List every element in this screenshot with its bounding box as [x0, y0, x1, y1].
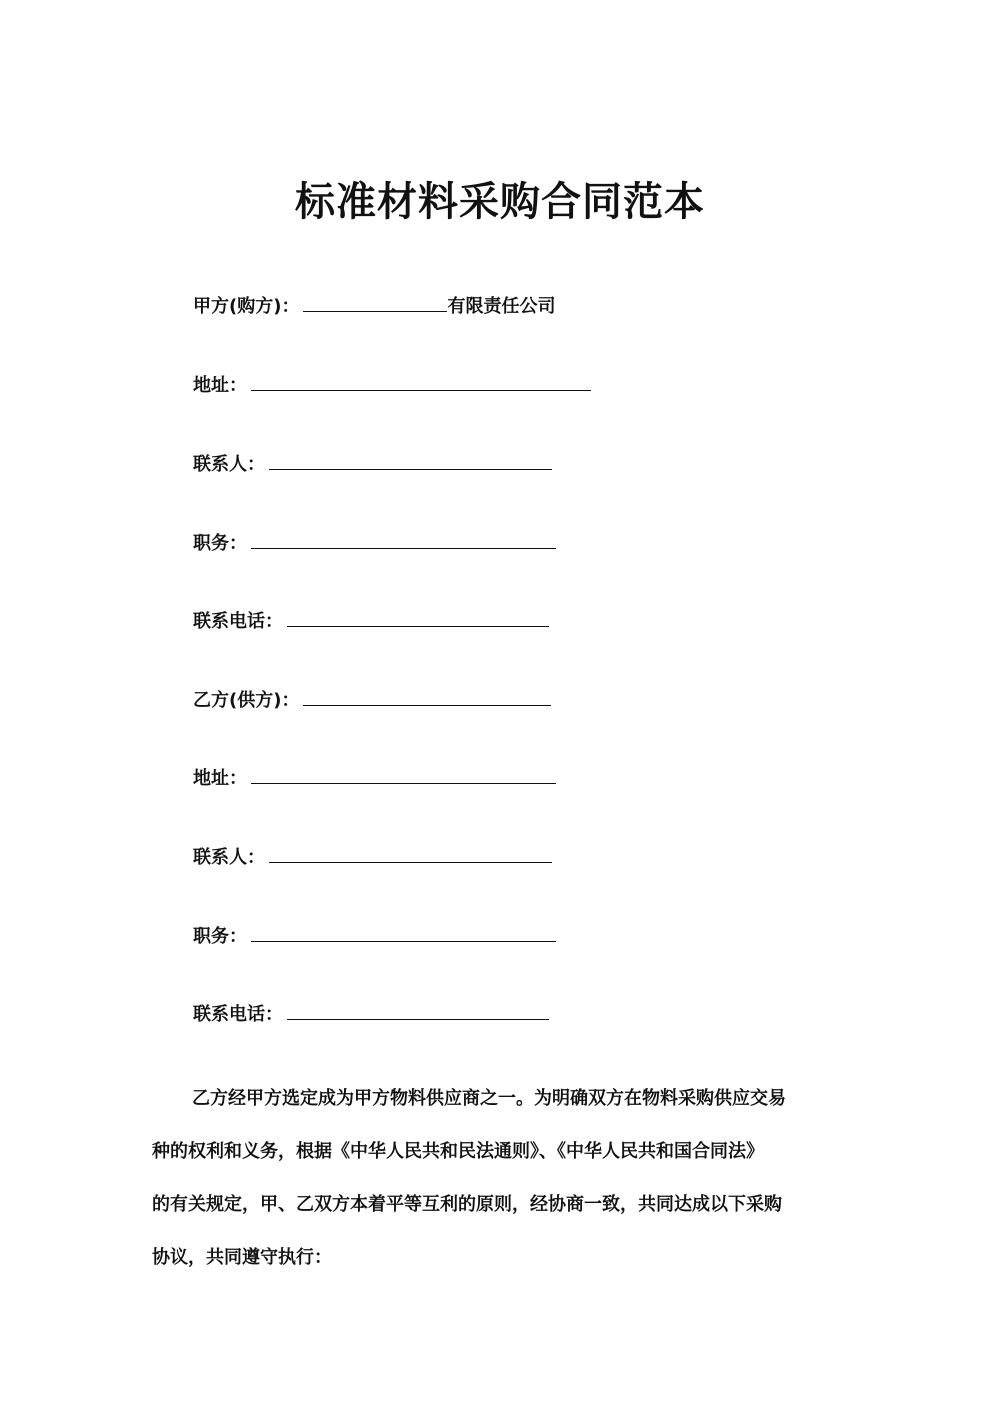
party-b-phone-blank[interactable] — [287, 999, 549, 1020]
party-a-address-field — [193, 370, 591, 400]
party-a-address-blank[interactable] — [251, 370, 591, 391]
party-a-contact-field — [193, 449, 552, 479]
party-b-address-field — [193, 763, 556, 793]
party-b-label: 乙方(供方)： — [193, 690, 300, 711]
party-b-address-label: 地址： — [193, 768, 247, 789]
party-b-field — [193, 685, 551, 715]
preamble-line: 乙方经甲方选定成为甲方物料供应商之一。为明确双方在物料采购供应交易 — [192, 1088, 786, 1109]
party-b-contact-field — [193, 842, 552, 872]
preamble-line: 协议，共同遵守执行： — [152, 1247, 332, 1268]
party-a-phone-field — [193, 606, 549, 636]
party-a-position-field — [193, 528, 556, 558]
party-a-phone-label: 联系电话： — [193, 611, 283, 632]
document-title: 标准材料采购合同范本 — [295, 179, 705, 225]
party-a-phone-blank[interactable] — [287, 606, 549, 627]
party-b-contact-label: 联系人： — [193, 847, 265, 868]
preamble-paragraph — [152, 1072, 852, 1284]
party-a-address-label: 地址： — [193, 375, 247, 396]
party-b-position-blank[interactable] — [251, 921, 556, 942]
party-a-label: 甲方(购方)： — [193, 296, 300, 317]
party-b-name-blank[interactable] — [303, 685, 551, 706]
party-b-phone-field — [193, 999, 549, 1029]
preamble-line: 种的权利和义务，根据《中华人民共和民法通则》、《中华人民共和国合同法》 — [152, 1141, 764, 1162]
party-a-field — [193, 291, 555, 321]
party-a-contact-blank[interactable] — [269, 449, 552, 470]
party-a-position-label: 职务： — [193, 533, 247, 554]
party-a-company-suffix: 有限责任公司 — [447, 296, 556, 317]
preamble-line: 的有关规定，甲、乙双方本着平等互利的原则，经协商一致，共同达成以下采购 — [152, 1194, 782, 1215]
party-a-name-blank[interactable] — [303, 291, 447, 312]
party-a-position-blank[interactable] — [251, 528, 556, 549]
party-b-address-blank[interactable] — [251, 763, 556, 784]
party-b-position-field — [193, 921, 556, 951]
party-a-contact-label: 联系人： — [193, 454, 265, 475]
party-b-position-label: 职务： — [193, 926, 247, 947]
party-b-phone-label: 联系电话： — [193, 1004, 283, 1025]
party-b-contact-blank[interactable] — [269, 842, 552, 863]
